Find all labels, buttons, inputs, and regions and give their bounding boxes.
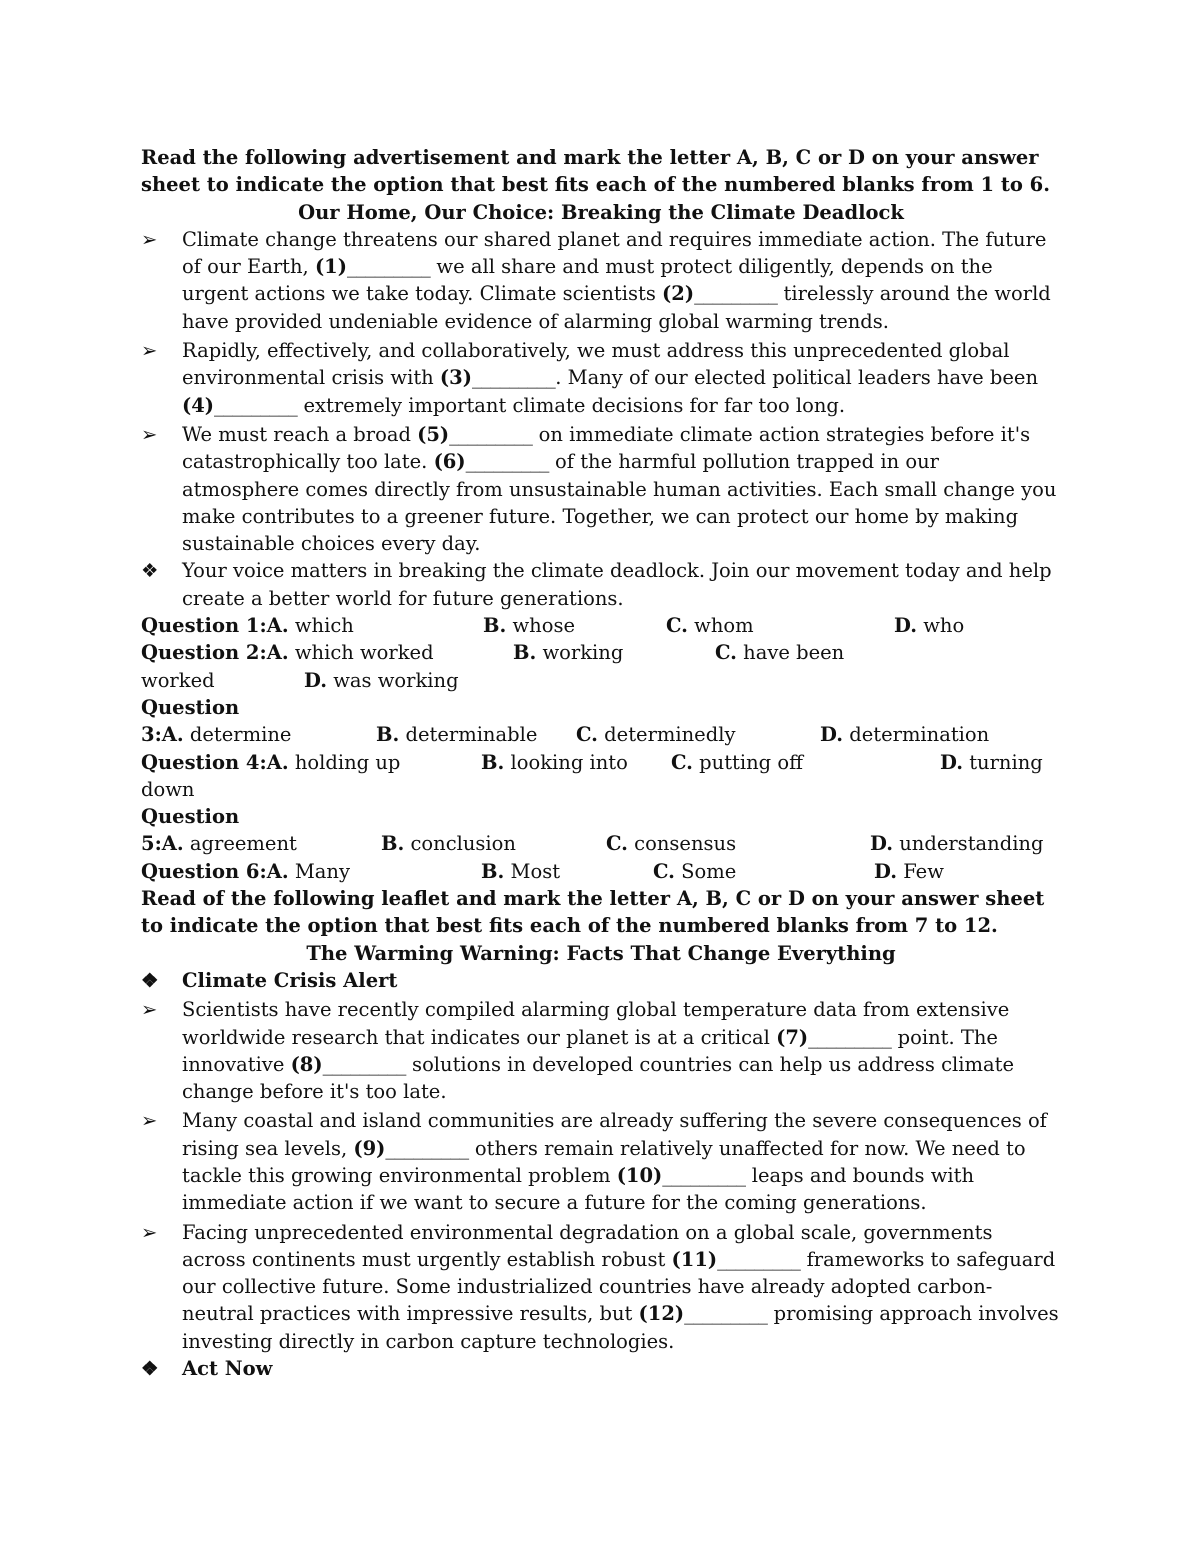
option-d: Few xyxy=(903,859,944,883)
blank-line: _________ xyxy=(717,1247,801,1271)
para-text: Rapidly, effectively, and collaboratively, we must address this unprecedented global environmental crisis with xyxy=(182,339,1010,390)
question-row xyxy=(141,803,1061,830)
question-number: 3: xyxy=(141,723,162,747)
section2-instruction: Read of the following leaflet and mark the letter A, B, C or D on your answer sheet to indicate the option that best fits each of the numbered blanks from 7 to 12. xyxy=(141,887,1045,938)
option-letter: D. xyxy=(894,614,918,638)
blank-number-1: (1) xyxy=(314,255,347,279)
option-letter: D. xyxy=(820,723,844,747)
option-b: looking into xyxy=(510,750,628,774)
question-row xyxy=(141,749,1061,776)
option-letter: B. xyxy=(381,832,405,856)
arrow-bullet-icon: ➢ xyxy=(141,1220,158,1244)
option-a: holding up xyxy=(294,750,401,774)
diamond-bullet-icon: ❖ xyxy=(141,1357,159,1381)
para-text: Your voice matters in breaking the climate deadlock. Join our movement today and help create a better world for future generations. xyxy=(182,559,1052,610)
option-letter: A. xyxy=(266,641,289,665)
blank-line: _________ xyxy=(694,282,778,306)
option-letter: A. xyxy=(266,859,289,883)
option-a: determine xyxy=(189,723,292,747)
option-letter: D. xyxy=(870,832,894,856)
option-d: was working xyxy=(333,668,459,692)
blank-line: _________ xyxy=(662,1163,746,1187)
option-d-continued: down xyxy=(141,777,195,801)
option-letter: B. xyxy=(376,723,400,747)
blank-number-12: (12) xyxy=(638,1302,685,1326)
option-c-continued: worked xyxy=(141,668,215,692)
option-letter: B. xyxy=(481,859,505,883)
option-b: working xyxy=(542,641,624,665)
question-row xyxy=(141,639,1061,666)
blank-number-4: (4) xyxy=(182,393,215,417)
arrow-bullet-icon: ➢ xyxy=(141,1109,158,1133)
option-letter: C. xyxy=(653,859,675,883)
option-c: determinedly xyxy=(604,723,736,747)
option-letter: C. xyxy=(715,641,737,665)
para-text: Climate change threatens our shared planet and requires immediate action. The future of our Earth, xyxy=(182,227,1047,279)
blank-line: _________ xyxy=(449,422,533,446)
para-text: extremely important climate decisions for far too long. xyxy=(297,393,846,417)
option-b: whose xyxy=(512,614,576,638)
diamond-bullet-icon: ❖ xyxy=(141,559,159,583)
option-letter: B. xyxy=(513,641,537,665)
option-letter: C. xyxy=(606,832,628,856)
option-c: whom xyxy=(694,614,754,638)
question-number: 5: xyxy=(141,832,162,856)
question-row-wrap xyxy=(141,721,1061,748)
para-text: We must reach a broad xyxy=(182,422,418,446)
blank-line: _________ xyxy=(471,366,556,390)
option-letter: A. xyxy=(266,614,289,638)
question-row-wrap xyxy=(141,667,1061,694)
section1-paragraph-3 xyxy=(141,421,1061,557)
blank-line: _________ xyxy=(346,255,431,279)
option-letter: C. xyxy=(671,750,693,774)
option-c: have been xyxy=(743,641,845,665)
blank-line: _________ xyxy=(322,1052,406,1076)
question-row-wrap xyxy=(141,830,1061,857)
section1-instruction: Read the following advertisement and mark the letter A, B, C or D on your answer sheet to indicate the option that best fits each of the numbered blanks from 1 to 6. xyxy=(141,146,1051,197)
section1-paragraph-1 xyxy=(141,226,1061,335)
para-text: . Many of our elected political leaders have been xyxy=(555,366,1038,390)
question-label: Question xyxy=(141,805,240,829)
para-text: Scientists have recently compiled alarming global temperature data from extensive worldwide research that indicates our planet is at a critical xyxy=(182,998,1010,1049)
option-letter: D. xyxy=(940,750,964,774)
arrow-bullet-icon: ➢ xyxy=(141,998,158,1022)
heading-text: Climate Crisis Alert xyxy=(182,968,398,992)
para-text: Many coastal and island communities are already suffering the severe consequences of rising sea levels, xyxy=(182,1109,1047,1160)
option-d: turning xyxy=(969,750,1043,774)
blank-number-11: (11) xyxy=(671,1247,718,1271)
question-label: Question xyxy=(141,695,240,719)
option-letter: D. xyxy=(304,668,328,692)
para-text: solutions in developed countries can help us address climate change before it's too late. xyxy=(182,1052,1014,1104)
blank-number-2: (2) xyxy=(662,282,695,306)
para-text: promising approach involves investing directly in carbon capture technologies. xyxy=(182,1302,1059,1353)
option-d: determination xyxy=(849,723,990,747)
option-b: determinable xyxy=(405,723,538,747)
question-label: Question 6: xyxy=(141,859,267,883)
blank-number-8: (8) xyxy=(290,1052,323,1076)
blank-line: _________ xyxy=(684,1302,768,1326)
option-letter: A. xyxy=(161,832,184,856)
para-text: on immediate climate action strategies before it's catastrophically too late. xyxy=(182,422,1031,474)
para-text: frameworks to safeguard our collective future. Some industrialized countries have already adopted carbon-neutral practices with impressive results, but xyxy=(182,1247,1056,1326)
climate-crisis-alert-heading xyxy=(141,967,1061,994)
option-letter: B. xyxy=(481,750,505,774)
option-a: Many xyxy=(294,859,350,883)
question-row xyxy=(141,858,1061,885)
option-letter: A. xyxy=(266,750,289,774)
arrow-bullet-icon: ➢ xyxy=(141,339,158,363)
option-c: Some xyxy=(681,859,737,883)
option-b: conclusion xyxy=(410,832,516,856)
blank-line: _________ xyxy=(808,1025,892,1049)
para-text: we all share and must protect diligently, depends on the urgent actions we take today. Climate scientists xyxy=(182,255,993,306)
option-c: putting off xyxy=(699,750,803,774)
option-c: consensus xyxy=(634,832,737,856)
option-a: which xyxy=(294,614,354,638)
para-text: others remain relatively unaffected for now. We need to tackle this growing environmental problem xyxy=(182,1136,1026,1187)
blank-line: _________ xyxy=(214,393,298,417)
blank-number-10: (10) xyxy=(616,1163,663,1187)
option-letter: B. xyxy=(483,614,507,638)
diamond-bullet-icon: ❖ xyxy=(141,968,159,992)
option-d: who xyxy=(923,614,965,638)
option-letter: C. xyxy=(576,723,598,747)
question-label: Question 2: xyxy=(141,641,267,665)
para-text: leaps and bounds with immediate action if we want to secure a future for the coming generations. xyxy=(182,1163,975,1215)
option-letter: D. xyxy=(874,859,898,883)
section2-title: The Warming Warning: Facts That Change Everything xyxy=(306,941,896,965)
section2-paragraph-1 xyxy=(141,996,1061,1105)
section2-paragraph-2 xyxy=(141,1107,1061,1216)
option-a: which worked xyxy=(294,641,434,665)
arrow-bullet-icon: ➢ xyxy=(141,422,158,446)
para-text: Facing unprecedented environmental degradation on a global scale, governments across continents must urgently establish robust xyxy=(182,1220,993,1271)
act-now-heading xyxy=(141,1355,1061,1382)
blank-line: _________ xyxy=(465,450,549,474)
blank-number-9: (9) xyxy=(353,1136,386,1160)
blank-number-7: (7) xyxy=(776,1025,809,1049)
para-text: tirelessly around the world have provided undeniable evidence of alarming global warming trends. xyxy=(182,282,1051,333)
question-label: Question 1: xyxy=(141,614,267,638)
question-row xyxy=(141,612,1061,639)
heading-text: Act Now xyxy=(182,1357,273,1381)
blank-line: _________ xyxy=(385,1136,469,1160)
option-b: Most xyxy=(510,859,561,883)
question-row-wrap xyxy=(141,776,1061,803)
document-body xyxy=(141,144,1061,1382)
question-label: Question 4: xyxy=(141,750,267,774)
blank-number-3: (3) xyxy=(439,366,472,390)
option-letter: A. xyxy=(161,723,184,747)
option-d: understanding xyxy=(899,832,1044,856)
section1-paragraph-2 xyxy=(141,337,1061,419)
blank-number-5: (5) xyxy=(417,422,450,446)
option-a: agreement xyxy=(189,832,297,856)
section1-paragraph-4 xyxy=(141,557,1061,612)
question-row xyxy=(141,694,1061,721)
para-text: of the harmful pollution trapped in our atmosphere comes directly from unsustainable human activities. Each small change you make contributes to a greener future. Together, we can protect our home by making sustainable choices every day. xyxy=(182,450,1057,556)
section2-paragraph-3 xyxy=(141,1219,1061,1355)
para-text: point. The innovative xyxy=(182,1025,998,1076)
section1-title: Our Home, Our Choice: Breaking the Climate Deadlock xyxy=(298,200,904,224)
option-letter: C. xyxy=(666,614,688,638)
blank-number-6: (6) xyxy=(433,450,466,474)
arrow-bullet-icon: ➢ xyxy=(141,227,158,251)
